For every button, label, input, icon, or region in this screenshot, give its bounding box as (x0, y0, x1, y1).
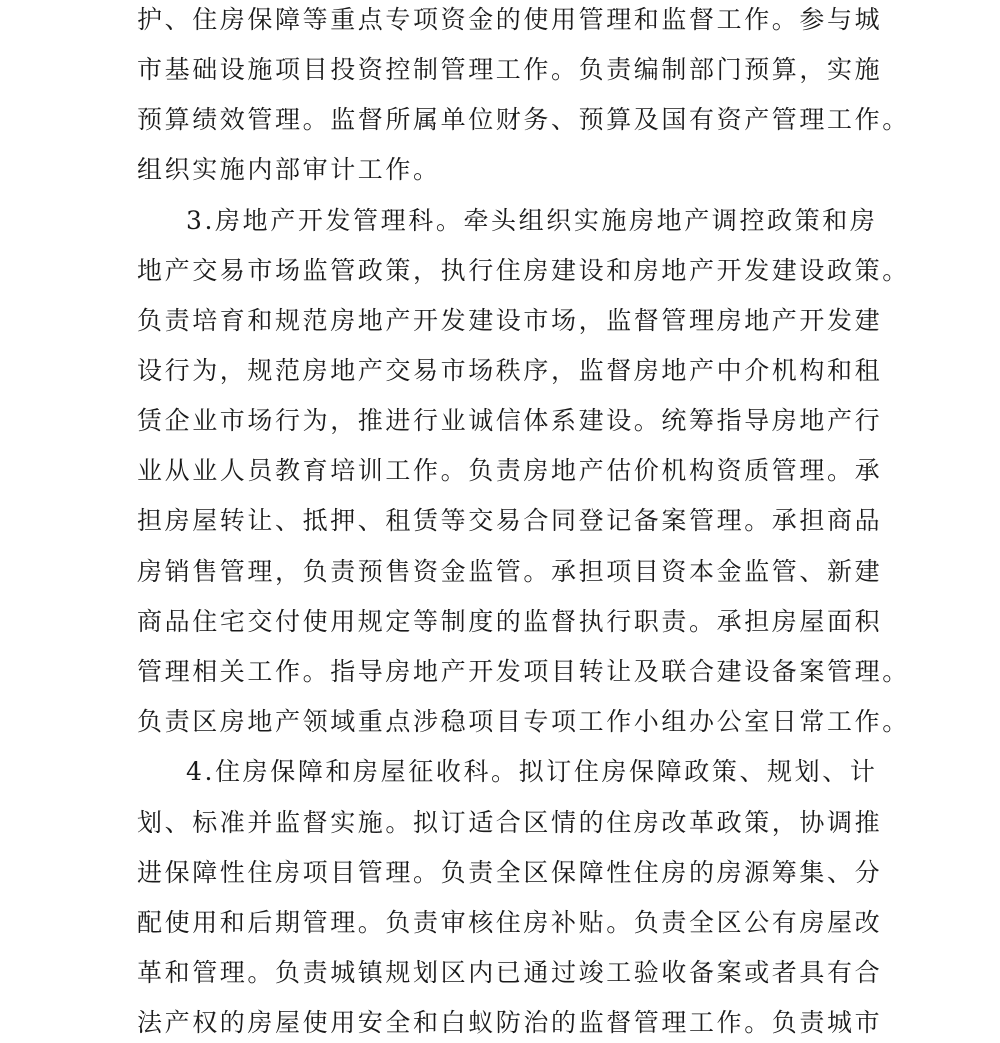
text-line: 商品住宅交付使用规定等制度的监督执行职责。承担房屋面积 (137, 607, 883, 636)
text-line: 管理相关工作。指导房地产开发项目转让及联合建设备案管理。 (137, 657, 910, 686)
text-line: 担房屋转让、抵押、租赁等交易合同登记备案管理。承担商品 (137, 506, 883, 535)
text-line: 划、标准并监督实施。拟订适合区情的住房改革政策，协调推 (137, 808, 883, 837)
text-line: 法产权的房屋使用安全和白蚁防治的监督管理工作。负责城市 (137, 1008, 883, 1037)
text-line: 市基础设施项目投资控制管理工作。负责编制部门预算，实施 (137, 55, 883, 84)
text-line: 负责区房地产领域重点涉稳项目专项工作小组办公室日常工作。 (137, 707, 910, 736)
text-line: 组织实施内部审计工作。 (137, 155, 441, 184)
text-line: 护、住房保障等重点专项资金的使用管理和监督工作。参与城 (137, 5, 883, 34)
text-line: 地产交易市场监管政策，执行住房建设和房地产开发建设政策。 (137, 256, 910, 285)
section-heading-line: 3.房地产开发管理科。牵头组织实施房地产调控政策和房 (186, 206, 878, 235)
text-line: 预算绩效管理。监督所属单位财务、预算及国有资产管理工作。 (137, 105, 910, 134)
text-line: 业从业人员教育培训工作。负责房地产估价机构资质管理。承 (137, 456, 883, 485)
text-line: 进保障性住房项目管理。负责全区保障性住房的房源筹集、分 (137, 858, 883, 887)
text-line: 设行为，规范房地产交易市场秩序，监督房地产中介机构和租 (137, 356, 883, 385)
text-line: 负责培育和规范房地产开发建设市场，监督管理房地产开发建 (137, 306, 883, 335)
text-line: 房销售管理，负责预售资金监管。承担项目资本金监管、新建 (137, 557, 883, 586)
section-heading-line: 4.住房保障和房屋征收科。拟订住房保障政策、规划、计 (186, 757, 878, 786)
text-line: 革和管理。负责城镇规划区内已通过竣工验收备案或者具有合 (137, 958, 883, 987)
text-line: 赁企业市场行为，推进行业诚信体系建设。统筹指导房地产行 (137, 406, 883, 435)
text-line: 配使用和后期管理。负责审核住房补贴。负责全区公有房屋改 (137, 908, 883, 937)
